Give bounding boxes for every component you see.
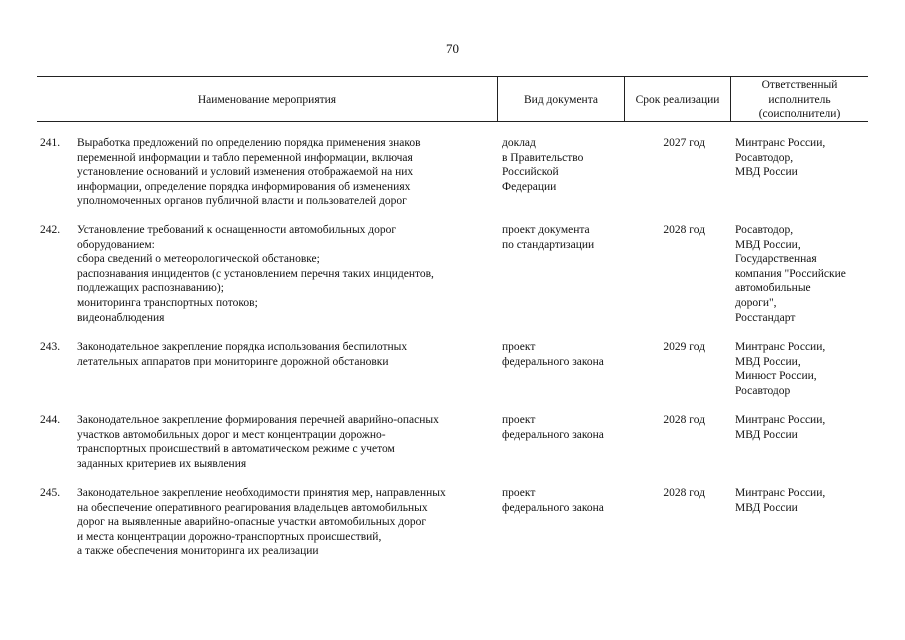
column-header-term: Срок реализации (635, 94, 720, 106)
row-responsible: Минтранс России, МВД России (735, 414, 826, 441)
column-header-doc-type: Вид документа (524, 94, 598, 106)
row-responsible: Минтранс России, Росавтодор, МВД России (735, 137, 826, 179)
row-doc-type: проект федерального закона (502, 414, 604, 441)
row-number: 245. (40, 487, 61, 499)
row-term: 2028 год (663, 224, 705, 236)
row-title: Установление требований к оснащенности автомобильных дорог оборудованием: сбора сведений о метеорологической обстановке; распознавания инцидентов (с установлением перечня таких инцидентов, подлежащих распознаванию); мониторинга транспортных потоков; видеонаблюдения (77, 224, 434, 324)
row-title: Законодательное закрепление необходимости принятия мер, направленных на обеспечение оперативного реагирования владельцев автомобильных дорог на выявленные аварийно-опасные участки автомобильных дорог и места концентрации дорожно-транспортных происшествий, а также обеспечения мониторинга их реализации (77, 487, 446, 558)
row-title: Выработка предложений по определению порядка применения знаков переменной информации и табло переменной информации, включая установление оснований и условий изменения отображаемой на них информации, определение порядка информирования об изменениях уполномоченных органов публичной власти и пользователей дорог (77, 137, 421, 208)
row-doc-type: доклад в Правительство Российской Федерации (502, 137, 584, 193)
column-header-responsible: Ответственный исполнитель (соисполнители) (758, 79, 841, 121)
row-number: 243. (40, 341, 61, 353)
row-number: 242. (40, 224, 61, 236)
row-term: 2027 год (663, 137, 705, 149)
column-header-name: Наименование мероприятия (197, 94, 337, 106)
row-term: 2028 год (663, 487, 705, 499)
row-doc-type: проект документа по стандартизации (502, 224, 595, 251)
row-term: 2029 год (663, 341, 705, 353)
row-title: Законодательное закрепление формирования перечней аварийно-опасных участков автомобильных дорог и мест концентрации дорожно- транспортных происшествий в автоматическом режиме с учетом заданных критериев их выявления (77, 414, 439, 470)
row-term: 2028 год (663, 414, 705, 426)
table-header-top-border (37, 76, 868, 77)
row-number: 244. (40, 414, 61, 426)
row-number: 241. (40, 137, 61, 149)
page-number: 70 (446, 41, 459, 56)
row-responsible: Минтранс России, МВД России (735, 487, 826, 514)
row-responsible: Минтранс России, МВД России, Минюст России, Росавтодор (735, 341, 826, 397)
row-doc-type: проект федерального закона (502, 341, 604, 368)
row-doc-type: проект федерального закона (502, 487, 604, 514)
row-title: Законодательное закрепление порядка использования беспилотных летательных аппаратов при мониторинге дорожной обстановки (77, 341, 408, 368)
row-responsible: Росавтодор, МВД России, Государственная компания "Российские автомобильные дороги", Росстандарт (735, 224, 846, 324)
